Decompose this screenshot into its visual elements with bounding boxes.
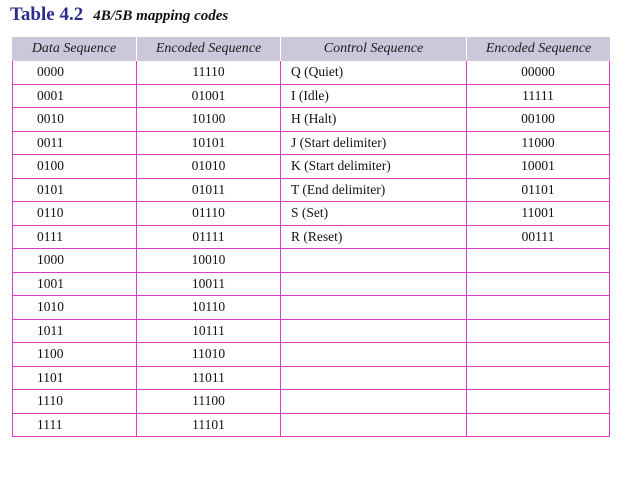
encoded-sequence-cell: 01110 [137,202,281,225]
data-sequence-cell: 0100 [12,155,137,178]
control-encoded-cell: 00100 [467,108,610,131]
table-row [12,320,610,344]
control-sequence-cell: T (End delimiter) [281,179,467,202]
control-sequence-cell [281,390,467,413]
encoded-sequence-cell: 11010 [137,343,281,366]
control-encoded-cell [467,273,610,296]
control-sequence-cell [281,414,467,437]
data-sequence-cell: 1010 [12,296,137,319]
table-body [12,61,610,437]
table-row [12,85,610,109]
control-sequence-cell: K (Start delimiter) [281,155,467,178]
encoded-sequence-cell: 11011 [137,367,281,390]
control-encoded-cell [467,414,610,437]
control-encoded-cell [467,367,610,390]
encoded-sequence-cell: 01010 [137,155,281,178]
control-sequence-cell [281,343,467,366]
data-sequence-cell: 1101 [12,367,137,390]
table-caption [10,4,228,30]
control-encoded-cell: 10001 [467,155,610,178]
encoded-sequence-cell: 10111 [137,320,281,343]
control-encoded-cell [467,249,610,272]
control-sequence-cell: R (Reset) [281,226,467,249]
control-encoded-cell: 11111 [467,85,610,108]
control-sequence-cell: J (Start delimiter) [281,132,467,155]
table-title: 4B/5B mapping codes [93,8,229,24]
encoded-sequence-cell: 10101 [137,132,281,155]
encoded-sequence-cell: 11101 [137,414,281,437]
encoded-sequence-cell: 10110 [137,296,281,319]
table-row [12,249,610,273]
mapping-table [12,37,610,437]
control-sequence-cell: I (Idle) [281,85,467,108]
data-sequence-cell: 1100 [12,343,137,366]
data-sequence-cell: 0011 [12,132,137,155]
data-sequence-cell: 0110 [12,202,137,225]
encoded-sequence-cell: 11100 [137,390,281,413]
control-encoded-cell [467,320,610,343]
encoded-sequence-cell: 01001 [137,85,281,108]
table-row [12,155,610,179]
data-sequence-cell: 0111 [12,226,137,249]
encoded-sequence-cell: 10010 [137,249,281,272]
control-sequence-cell [281,273,467,296]
encoded-sequence-cell: 01111 [137,226,281,249]
header-control-sequence: Control Sequence [281,37,467,61]
data-sequence-cell: 0101 [12,179,137,202]
encoded-sequence-cell: 10011 [137,273,281,296]
table-row [12,273,610,297]
control-sequence-cell [281,249,467,272]
data-sequence-cell: 0000 [12,61,137,84]
table-number: Table 4.2 [10,4,84,25]
data-sequence-cell: 0001 [12,85,137,108]
table-row [12,390,610,414]
table-row [12,226,610,250]
header-encoded-sequence: Encoded Sequence [137,37,281,61]
table-row [12,296,610,320]
data-sequence-cell: 1111 [12,414,137,437]
encoded-sequence-cell: 01011 [137,179,281,202]
encoded-sequence-cell: 11110 [137,61,281,84]
control-encoded-cell: 11000 [467,132,610,155]
control-encoded-cell: 11001 [467,202,610,225]
data-sequence-cell: 1110 [12,390,137,413]
control-encoded-cell: 00111 [467,226,610,249]
table-row [12,202,610,226]
table-row [12,61,610,85]
control-encoded-cell [467,390,610,413]
data-sequence-cell: 1011 [12,320,137,343]
data-sequence-cell: 1001 [12,273,137,296]
table-row [12,132,610,156]
control-sequence-cell: H (Halt) [281,108,467,131]
control-sequence-cell [281,367,467,390]
control-encoded-cell: 01101 [467,179,610,202]
table-row [12,179,610,203]
control-sequence-cell [281,320,467,343]
control-encoded-cell [467,296,610,319]
control-sequence-cell [281,296,467,319]
control-encoded-cell: 00000 [467,61,610,84]
table-row [12,414,610,438]
table-row [12,343,610,367]
control-sequence-cell: S (Set) [281,202,467,225]
header-data-sequence: Data Sequence [12,37,137,61]
data-sequence-cell: 0010 [12,108,137,131]
table-row [12,367,610,391]
header-control-encoded-sequence: Encoded Sequence [485,41,592,56]
table-row [12,108,610,132]
encoded-sequence-cell: 10100 [137,108,281,131]
control-sequence-cell: Q (Quiet) [281,61,467,84]
control-encoded-cell [467,343,610,366]
data-sequence-cell: 1000 [12,249,137,272]
table-header-row [12,37,610,61]
